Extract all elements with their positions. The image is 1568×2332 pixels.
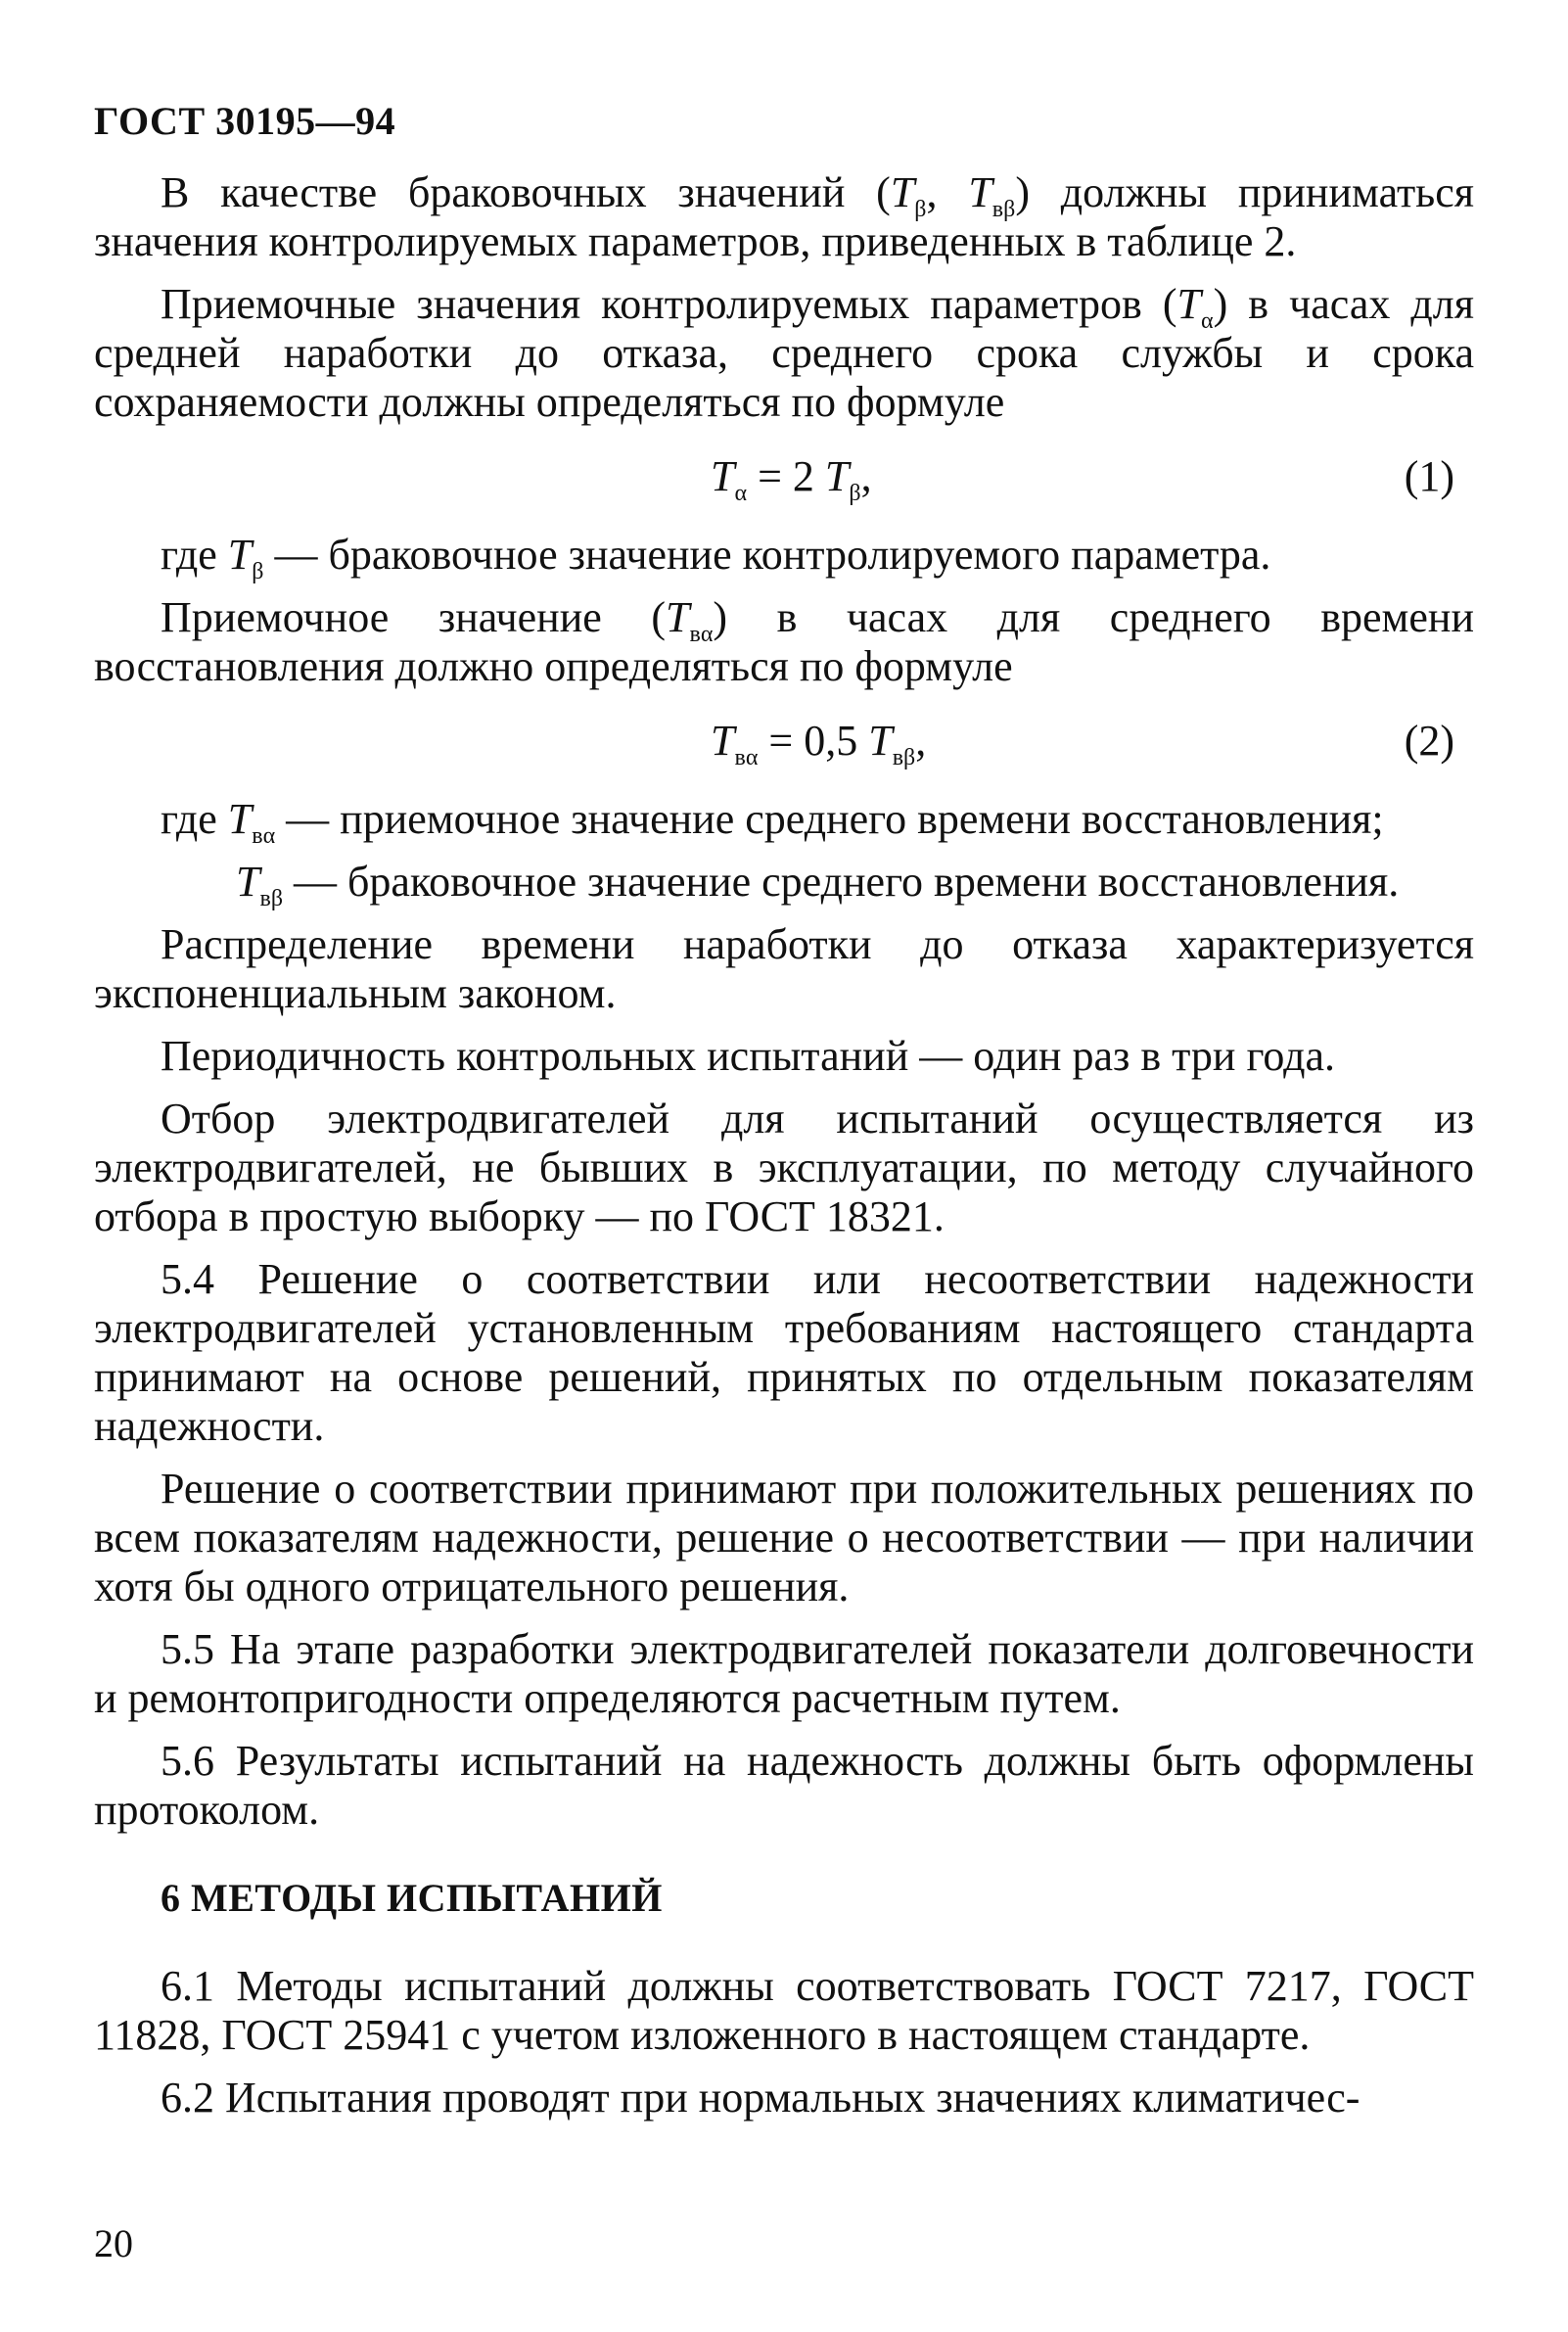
- where-clause-2: где $T_{в\alpha}$ — приемочное значение среднего времени восстановления;: [161, 795, 1384, 849]
- paragraph-accept-values: Приемочные значения контролируемых параметров $(T_\alpha)$ в часах для средней наработки до отказа, среднего срока службы и срока сохраняемости должны определяться по формуле: [94, 280, 1474, 426]
- formula-1: [94, 441, 1474, 531]
- paragraph-5-4: 5.4 Решение о соответствии или несоответствии надежности электродвигателей установленным требованиям настоящего стандарта принимают на основе решений, принятых по отдельным показателям надежности.: [94, 1255, 1474, 1450]
- formula-2: [94, 705, 1474, 795]
- paragraph-6-1: 6.1 Методы испытаний должны соответствовать ГОСТ 7217, ГОСТ 11828, ГОСТ 25941 с учетом изложенного в настоящем стандарте.: [94, 1962, 1474, 2059]
- page-number: 20: [94, 2221, 133, 2265]
- formula-1-expression: $T_\alpha = 2$ $T_\beta$,: [711, 452, 872, 506]
- paragraph-sampling: Отбор электродвигателей для испытаний осуществляется из электродвигателей, не бывших в эксплуатации, по методу случайного отбора в простую выборку — по ГОСТ 18321.: [94, 1095, 1474, 1240]
- paragraph-5-6: 5.6 Результаты испытаний на надежность должны быть оформлены протоколом.: [94, 1737, 1474, 1834]
- section-title: 6 МЕТОДЫ ИСПЫТАНИЙ: [161, 1876, 663, 1920]
- formula-1-number: (1): [1404, 452, 1454, 500]
- paragraph-periodicity: Периодичность контрольных испытаний — один раз в три года.: [161, 1032, 1336, 1080]
- formula-2-expression: $T_{в\alpha} = 0,5$ $T_{в\beta}$,: [711, 717, 927, 770]
- where-clause-3: $T_{в\beta}$ — браковочное значение среднего времени восстановления.: [236, 858, 1400, 911]
- paragraph-distribution: Распределение времени наработки до отказа характеризуется экспоненциальным законом.: [94, 920, 1474, 1017]
- paragraph-decision: Решение о соответствии принимают при положительных решениях по всем показателям надежности, решение о несоответствии — при наличии хотя бы одного отрицательного решения.: [94, 1465, 1474, 1610]
- paragraph-6-2: 6.2 Испытания проводят при нормальных значениях климатичес-: [161, 2074, 1360, 2122]
- paragraph-5-5: 5.5 На этапе разработки электродвигателей показатели долговечности и ремонтопригодности определяются расчетным путем.: [94, 1625, 1474, 1722]
- document-body: [94, 168, 1474, 2136]
- paragraph-reject-values: В качестве браковочных значений ($T_\beta$, $T_{в\beta}$) должны приниматься значения контролируемых параметров, приведенных в таблице 2.: [94, 168, 1475, 265]
- paragraph-recovery-time: Приемочное значение $(T_{в\alpha})$ в часах для среднего времени восстановления должно определяться по формуле: [94, 593, 1474, 690]
- where-clause-1: где $T_\beta$ — браковочное значение контролируемого параметра.: [161, 531, 1271, 584]
- document-header: ГОСТ 30195—94: [94, 99, 396, 143]
- formula-2-number: (2): [1404, 717, 1454, 765]
